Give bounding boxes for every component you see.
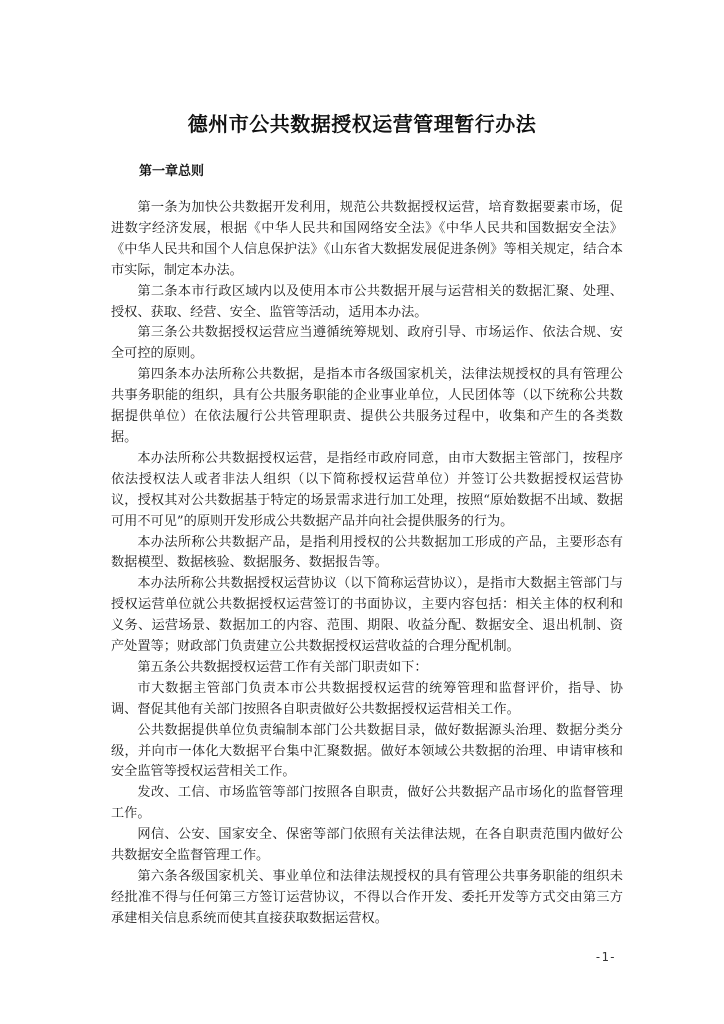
paragraph-article-3: 第三条公共数据授权运营应当遵循统筹规划、政府引导、市场运作、依法合规、安全可控的原则。	[111, 325, 623, 362]
paragraph-definition-authorized-operation: 本办法所称公共数据授权运营，是指经市政府同意，由市大数据主管部门，按程序依法授权法人或者非法人组织（以下简称授权运营单位）并签订公共数据授权运营协议，授权其对公共数据基于特定的场景需求进行加工处理，按照“原始数据不出域、数据可用不可见”的原则开发形成公共数据产品并向社会提供服务的行为。	[111, 450, 623, 529]
paragraph-article-6: 第六条各级国家机关、事业单位和法律法规授权的具有管理公共事务职能的组织未经批准不得与任何第三方签订运营协议，不得以合作开发、委托开发等方式交由第三方承建相关信息系统而使其直接获取数据运营权。	[111, 869, 623, 926]
document-body	[111, 198, 623, 930]
chapter-heading: 第一章总则	[139, 164, 205, 179]
paragraph-article-4: 第四条本办法所称公共数据，是指本市各级国家机关，法律法规授权的具有管理公共事务职能的组织，具有公共服务职能的企业事业单位，人民团体等（以下统称公共数据提供单位）在依法履行公共管理职责、提供公共服务过程中，收集和产生的各类数据。	[111, 367, 623, 445]
paragraph-definition-operation-agreement: 本办法所称公共数据授权运营协议（以下简称运营协议），是指市大数据主管部门与授权运营单位就公共数据授权运营签订的书面协议，主要内容包括：相关主体的权利和义务、运营场景、数据加工的内容、范围、期限、收益分配、数据安全、退出机制、资产处置等；财政部门负责建立公共数据授权运营收益的合理分配机制。	[111, 576, 623, 655]
paragraph-security-supervision: 网信、公安、国家安全、保密等部门依照有关法律法规，在各自职责范围内做好公共数据安全监督管理工作。	[111, 827, 623, 864]
paragraph-definition-data-product: 本办法所称公共数据产品，是指利用授权的公共数据加工形成的产品，主要形态有数据模型、数据核验、数据服务、数据报告等。	[111, 534, 623, 571]
page-number: -1-	[594, 950, 616, 964]
paragraph-article-1: 第一条为加快公共数据开发利用，规范公共数据授权运营，培育数据要素市场，促进数字经济发展，根据《中华人民共和国网络安全法》《中华人民共和国数据安全法》《中华人民共和国个人信息保护法》《山东省大数据发展促进条例》等相关规定，结合本市实际，制定本办法。	[111, 200, 623, 278]
paragraph-market-supervision: 发改、工信、市场监管等部门按照各自职责，做好公共数据产品市场化的监督管理工作。	[111, 785, 623, 822]
paragraph-article-2: 第二条本市行政区域内以及使用本市公共数据开展与运营相关的数据汇聚、处理、授权、获取、经营、安全、监管等活动，适用本办法。	[111, 283, 623, 320]
paragraph-big-data-department: 市大数据主管部门负责本市公共数据授权运营的统筹管理和监督评价，指导、协调、督促其他有关部门按照各自职责做好公共数据授权运营相关工作。	[111, 680, 623, 717]
paragraph-article-5: 第五条公共数据授权运营工作有关部门职责如下：	[137, 659, 428, 675]
document-title: 德州市公共数据授权运营管理暂行办法	[187, 112, 537, 136]
paragraph-data-providers: 公共数据提供单位负责编制本部门公共数据目录，做好数据源头治理、数据分类分级，并向市一体化大数据平台集中汇聚数据。做好本领域公共数据的治理、申请审核和安全监管等授权运营相关工作。	[111, 722, 623, 780]
